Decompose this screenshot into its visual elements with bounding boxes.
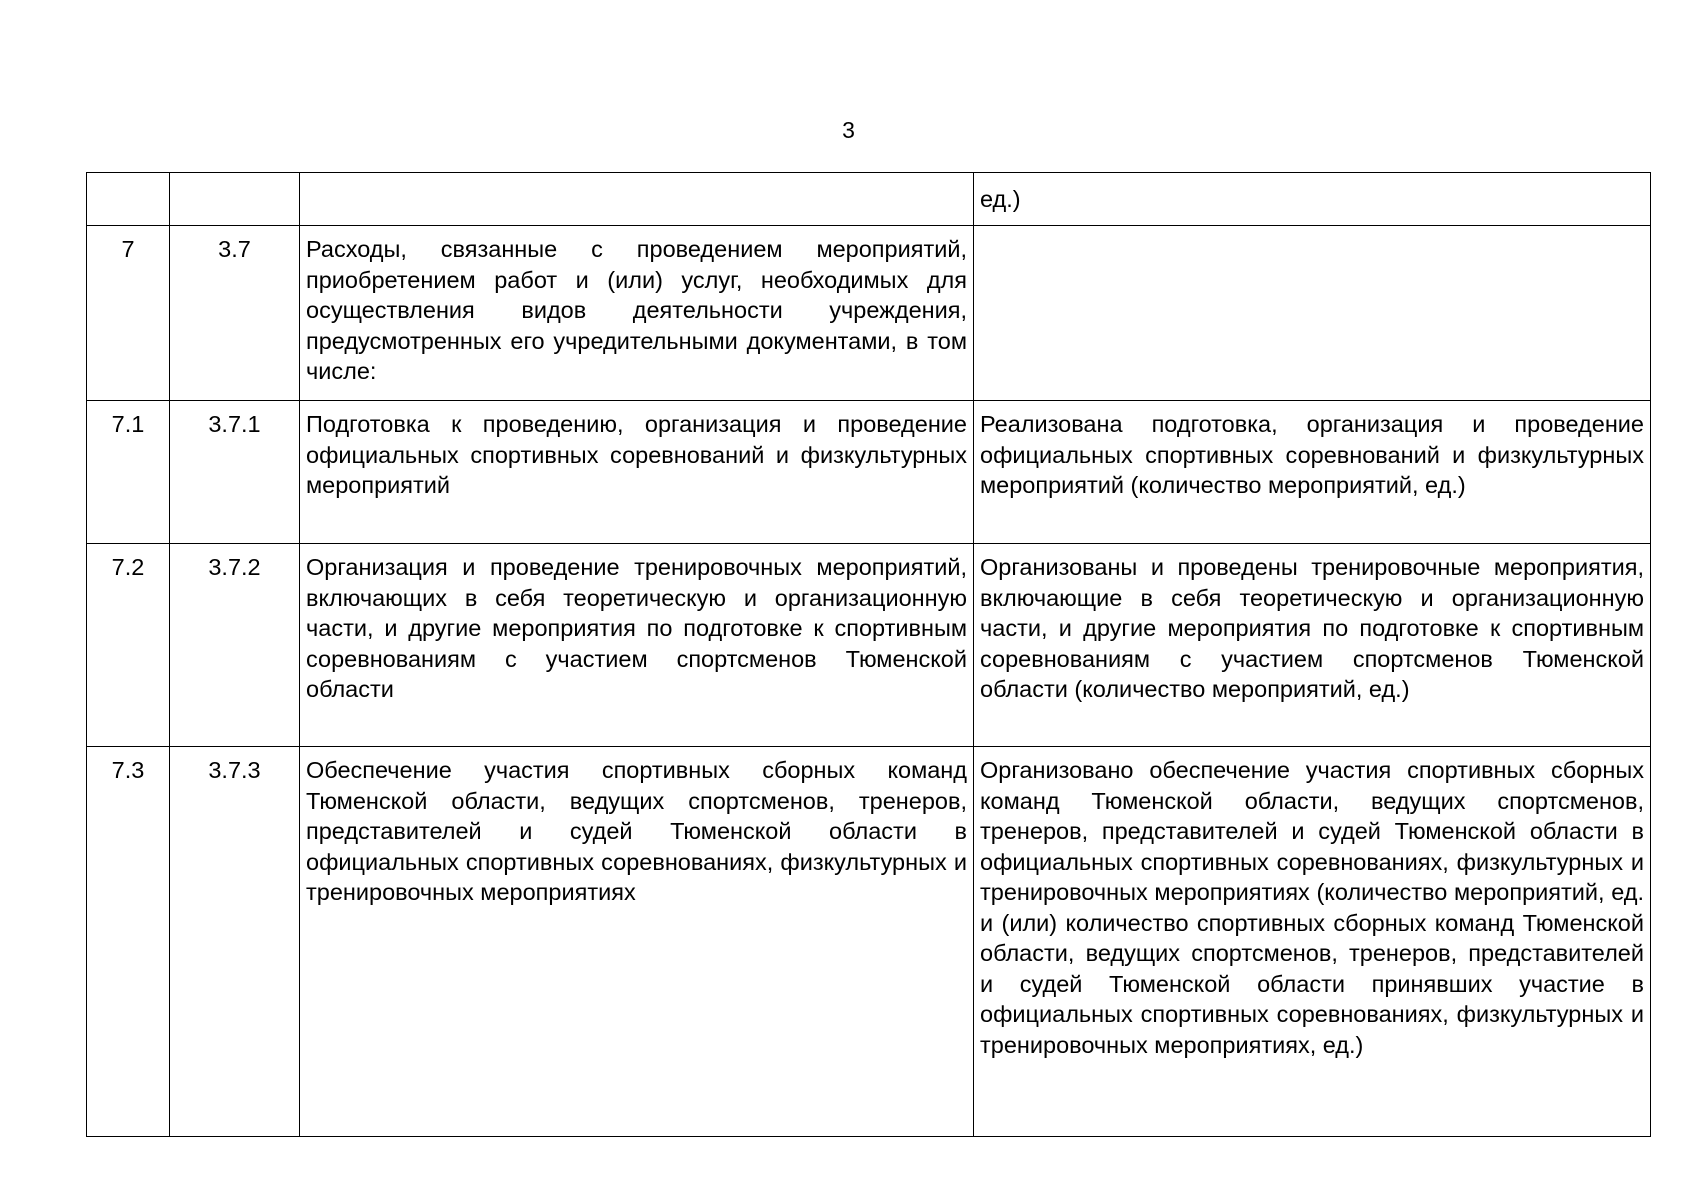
row-description-cell: Обеспечение участия спортивных сборных команд Тюменской области, ведущих спортсменов, тренеров, представителей и судей Тюменской области в официальных спортивных соревнованиях, физкультурных и тренировочных мероприятиях: [300, 747, 974, 1137]
table-row: [87, 226, 1651, 401]
row-number-cell: 7.2: [87, 544, 170, 747]
row-result-cell: Реализована подготовка, организация и проведение официальных спортивных соревнований и физкультурных мероприятий (количество мероприятий, ед.): [974, 401, 1651, 544]
row-code-cell: 3.7.3: [170, 747, 300, 1137]
row-number-cell: 7: [87, 226, 170, 401]
row-number-cell: [87, 173, 170, 226]
row-code-cell: 3.7: [170, 226, 300, 401]
row-number-cell: 7.3: [87, 747, 170, 1137]
row-code-cell: 3.7.2: [170, 544, 300, 747]
row-description-cell: Подготовка к проведению, организация и проведение официальных спортивных соревнований и физкультурных мероприятий: [300, 401, 974, 544]
row-code-cell: 3.7.1: [170, 401, 300, 544]
table-row: [87, 401, 1651, 544]
row-result-cell: Организованы и проведены тренировочные мероприятия, включающие в себя теоретическую и организационную части, и другие мероприятия по подготовке к спортивным соревнованиям с участием спортсменов Тюменской области (количество мероприятий, ед.): [974, 544, 1651, 747]
row-description-cell: Расходы, связанные с проведением мероприятий, приобретением работ и (или) услуг, необходимых для осуществления видов деятельности учреждения, предусмотренных его учредительными документами, в том числе:: [300, 226, 974, 401]
page-number: 3: [842, 117, 855, 143]
table-row: [87, 747, 1651, 1137]
table-row: [87, 173, 1651, 226]
row-result-cell: ед.): [974, 173, 1651, 226]
row-code-cell: [170, 173, 300, 226]
row-result-cell: Организовано обеспечение участия спортивных сборных команд Тюменской области, ведущих спортсменов, тренеров, представителей и судей Тюменской области в официальных спортивных соревнованиях, физкультурных и тренировочных мероприятиях (количество мероприятий, ед. и (или) количество спортивных сборных команд Тюменской области, ведущих спортсменов, тренеров, представителей и судей Тюменской области принявших участие в официальных спортивных соревнованиях, физкультурных и тренировочных мероприятиях, ед.): [974, 747, 1651, 1137]
table-row: [87, 544, 1651, 747]
activities-table: [86, 172, 1651, 1137]
row-result-cell: [974, 226, 1651, 401]
row-description-cell: Организация и проведение тренировочных мероприятий, включающих в себя теоретическую и организационную части, и другие мероприятия по подготовке к спортивным соревнованиям с участием спортсменов Тюменской области: [300, 544, 974, 747]
row-number-cell: 7.1: [87, 401, 170, 544]
row-description-cell: [300, 173, 974, 226]
